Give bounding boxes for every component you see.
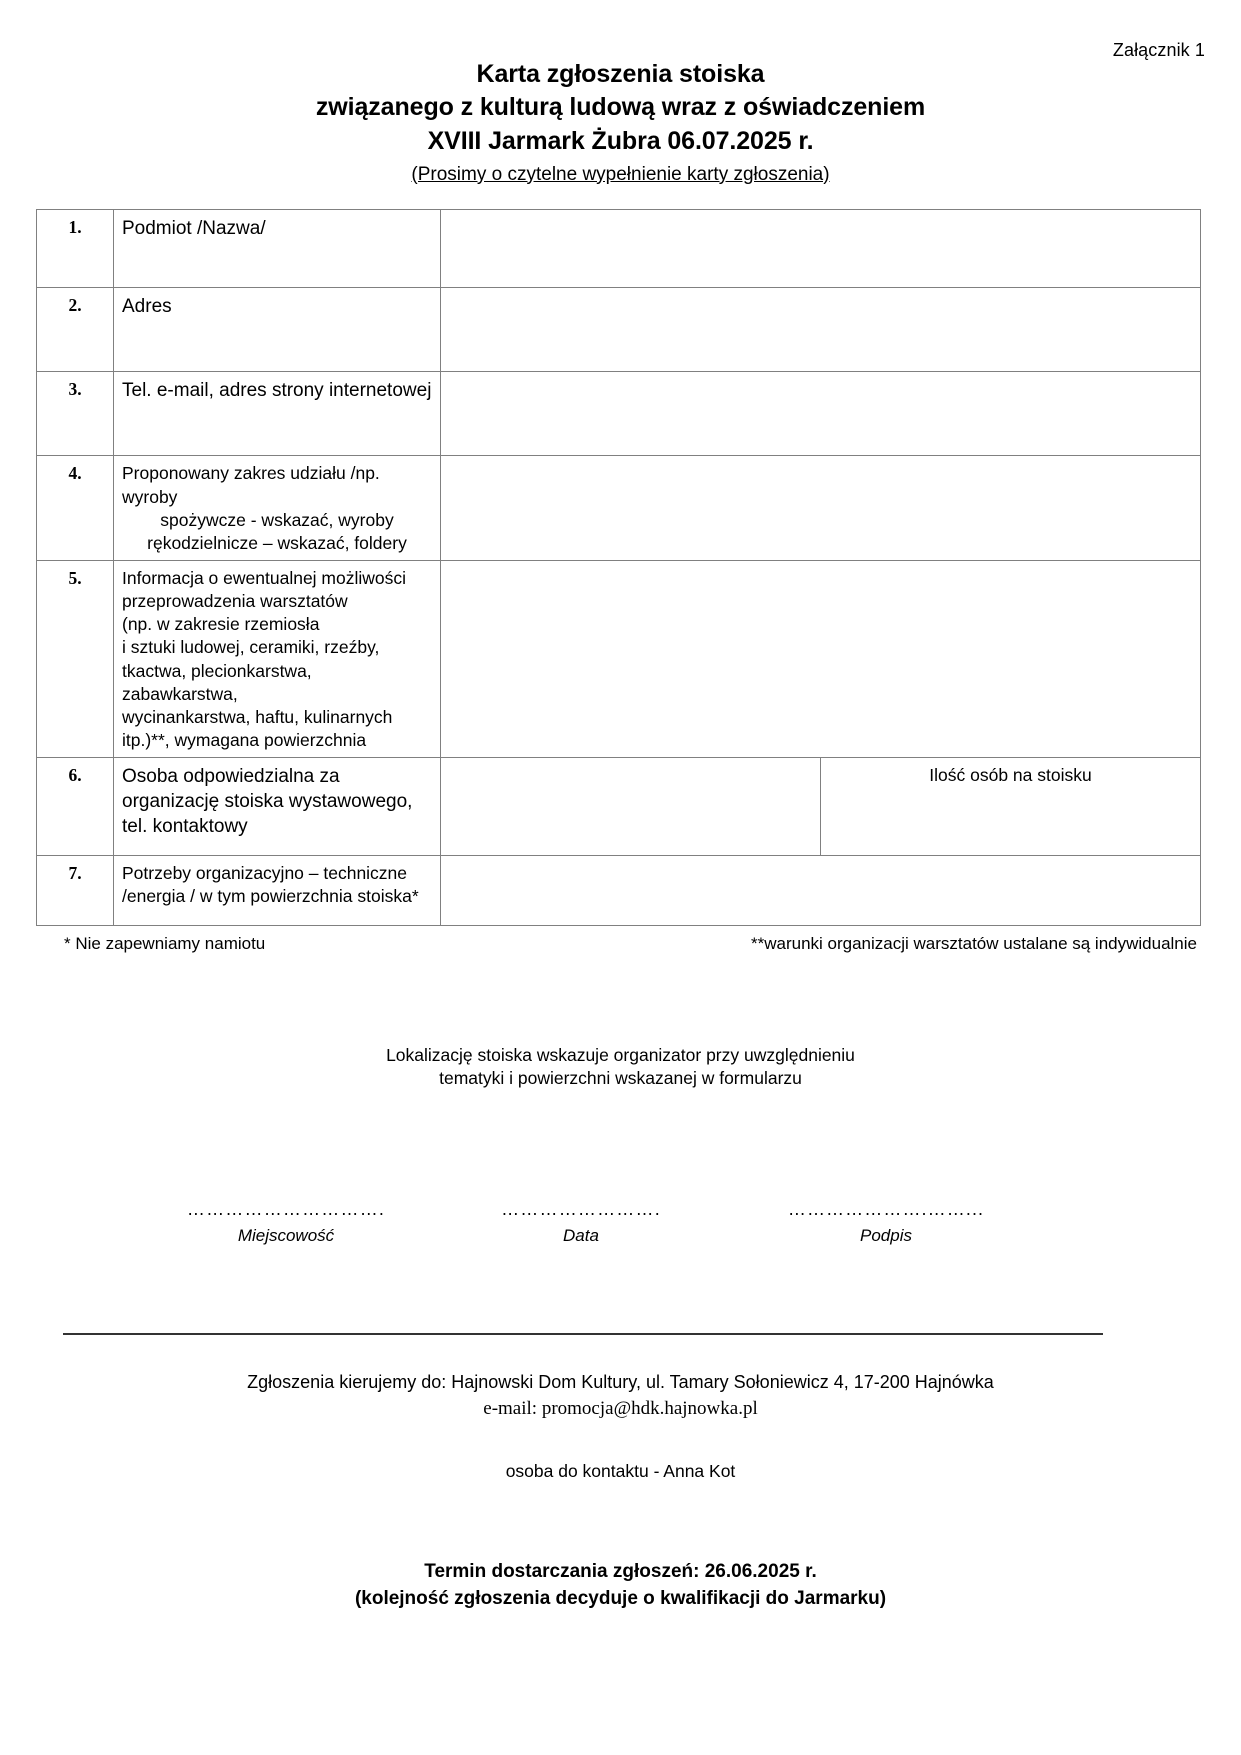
row-number: 2. [37, 288, 114, 372]
footnote-workshops: **warunki organizacji warsztatów ustalane są indywidualnie [750, 933, 1197, 953]
row-label [114, 560, 441, 757]
row-label [114, 288, 441, 372]
row-label [114, 757, 441, 855]
table-row [37, 456, 1201, 560]
signature-dots: …………………………. [186, 1198, 386, 1219]
row-label [114, 855, 441, 925]
footnote-tent: * Nie zapewniamy namiotu [64, 933, 266, 953]
people-count-label: Ilość osób na stoisku [929, 764, 1092, 785]
table-row [37, 855, 1201, 925]
deadline-line-2: (kolejność zgłoszenia decyduje o kwalifikacji do Jarmarku) [354, 1588, 887, 1610]
page-title-line-1: Karta zgłoszenia stoiska [476, 60, 765, 88]
row-input-cell[interactable] [441, 855, 1201, 925]
signature-field-signature[interactable] [736, 1199, 1036, 1246]
row-label-line: /energia / w tym powierzchnia stoiska* [122, 885, 419, 906]
section-divider [63, 1333, 1103, 1335]
row-number: 6. [37, 757, 114, 855]
document-title-block [36, 0, 1205, 187]
row-number: 3. [37, 372, 114, 456]
contact-email[interactable]: e-mail: promocja@hdk.hajnowka.pl [483, 1397, 758, 1419]
row-label-line: przeprowadzenia warsztatów [122, 590, 348, 611]
location-note-line-2: tematyki i powierzchni wskazanej w formularzu [439, 1068, 802, 1089]
table-row [37, 757, 1201, 855]
signature-field-date[interactable] [456, 1199, 706, 1246]
deadline-line-1: Termin dostarczania zgłoszeń: 26.06.2025 r. [424, 1560, 817, 1582]
signature-caption: Podpis [860, 1225, 912, 1245]
row-label-line: organizację stoiska wystawowego, [122, 790, 413, 812]
signature-row [36, 1199, 1201, 1269]
row-input-cell[interactable] [441, 757, 821, 855]
row-number: 5. [37, 560, 114, 757]
row-label-line: tkactwa, plecionkarstwa, zabawkarstwa, [122, 660, 312, 704]
deadline-block [36, 1558, 1205, 1613]
row-label-line: Podmiot /Nazwa/ [122, 218, 266, 240]
row-label-line: spożywcze - wskazać, wyroby [160, 509, 394, 530]
row-label-line: wycinankarstwa, haftu, kulinarnych [122, 707, 393, 728]
signature-dots: ……………………. [501, 1198, 661, 1219]
table-row [37, 288, 1201, 372]
row-label-line: Informacja o ewentualnej możliwości [122, 567, 407, 588]
signature-field-city[interactable] [156, 1199, 416, 1246]
row-label [114, 456, 441, 560]
row-number: 4. [37, 456, 114, 560]
people-count-cell[interactable] [821, 757, 1201, 855]
row-input-cell[interactable] [441, 560, 1201, 757]
row-input-cell[interactable] [441, 456, 1201, 560]
row-label [114, 372, 441, 456]
location-note [36, 1044, 1205, 1091]
table-row [37, 210, 1201, 288]
contact-address: Zgłoszenia kierujemy do: Hajnowski Dom Kultury, ul. Tamary Sołoniewicz 4, 17-200 Hajnówka [247, 1371, 994, 1392]
registration-form-table [36, 209, 1201, 925]
attachment-label: Załącznik 1 [1112, 40, 1205, 60]
row-label-line: Tel. e-mail, adres strony internetowej [122, 380, 432, 402]
footnotes [36, 934, 1201, 958]
signature-caption: Miejscowość [237, 1225, 335, 1245]
signature-dots: ………………….……... [787, 1198, 985, 1219]
row-number: 7. [37, 855, 114, 925]
page-subtitle: (Prosimy o czytelne wypełnienie karty zgłoszenia) [411, 163, 830, 185]
row-label-line: Osoba odpowiedzialna za [122, 765, 340, 787]
page-title-line-3: XVIII Jarmark Żubra 06.07.2025 r. [427, 126, 814, 155]
row-label-line: rękodzielnicze – wskazać, foldery [147, 533, 407, 554]
row-label-line: Adres [122, 296, 172, 318]
row-label-line: Potrzeby organizacyjno – techniczne [122, 862, 408, 883]
row-label-line: i sztuki ludowej, ceramiki, rzeźby, [122, 637, 380, 658]
contact-person: osoba do kontaktu - Anna Kot [505, 1460, 736, 1481]
signature-caption: Data [563, 1225, 599, 1245]
row-number: 1. [37, 210, 114, 288]
table-row [37, 560, 1201, 757]
location-note-line-1: Lokalizację stoiska wskazuje organizator przy uwzględnieniu [386, 1044, 855, 1065]
row-label-line: tel. kontaktowy [122, 816, 248, 838]
contact-block [36, 1369, 1205, 1423]
row-label-line: itp.)**, wymagana powierzchnia [122, 730, 367, 751]
page-title-line-2: związanego z kulturą ludową wraz z oświadczeniem [315, 93, 926, 122]
table-row [37, 372, 1201, 456]
row-input-cell[interactable] [441, 372, 1201, 456]
row-label-line: Proponowany zakres udziału /np. wyroby [122, 463, 380, 507]
row-input-cell[interactable] [441, 210, 1201, 288]
row-label-line: (np. w zakresie rzemiosła [122, 614, 320, 635]
row-label [114, 210, 441, 288]
row-input-cell[interactable] [441, 288, 1201, 372]
